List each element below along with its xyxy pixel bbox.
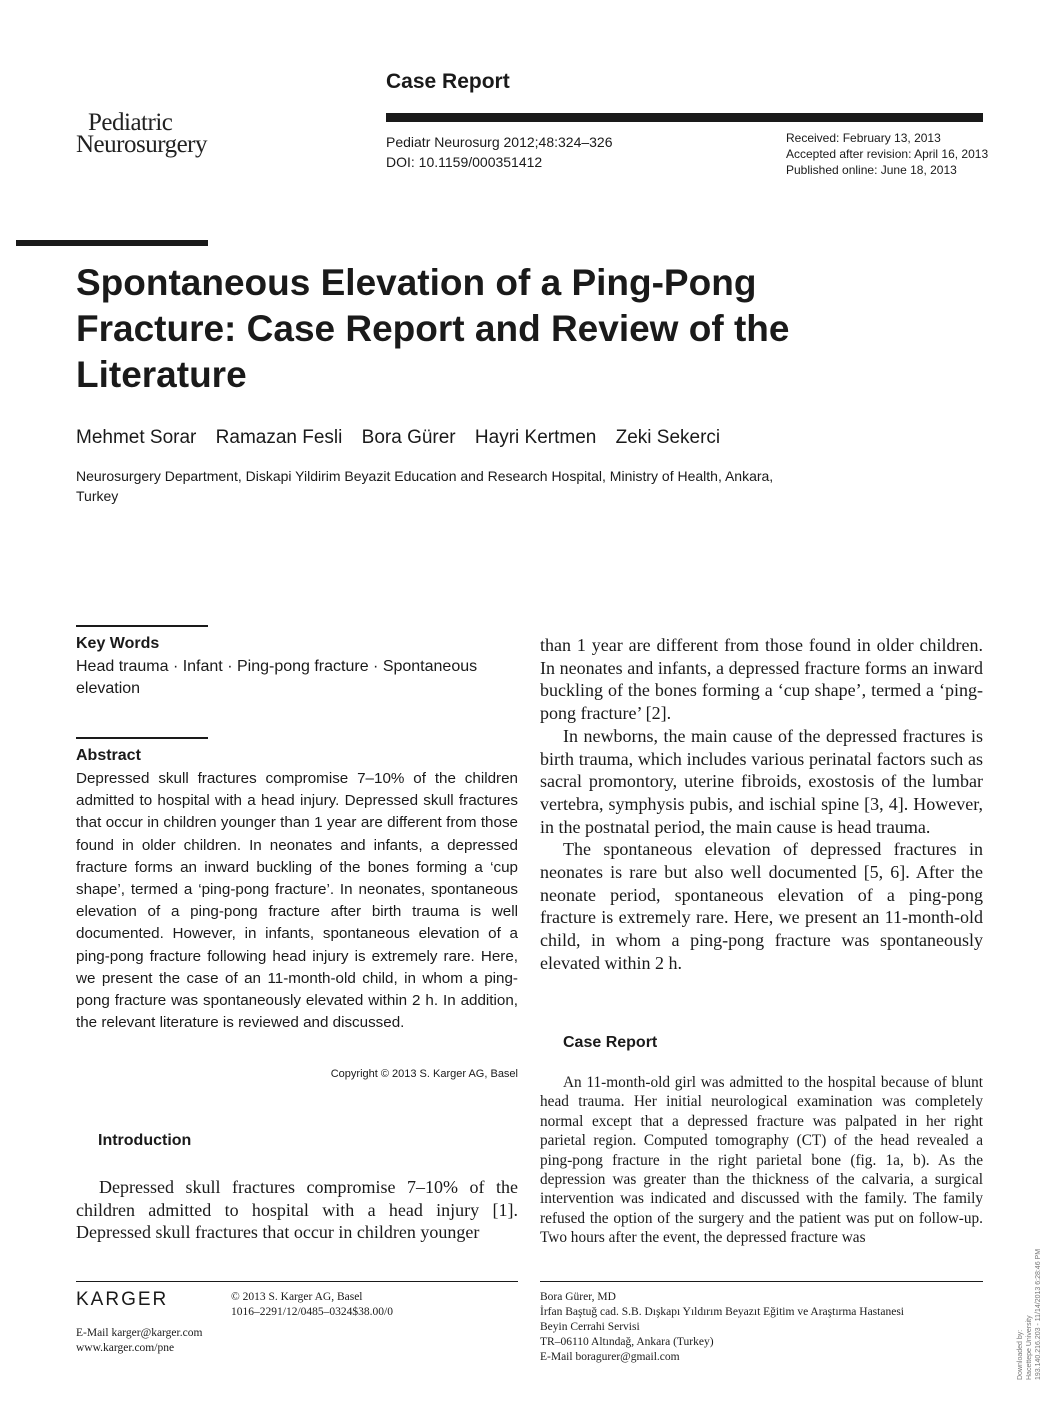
keywords-heading: Key Words bbox=[76, 635, 160, 652]
footer-email[interactable]: E-Mail karger@karger.com bbox=[76, 1327, 203, 1339]
download-line: Hacettepe University bbox=[1026, 1315, 1033, 1380]
accepted-date: Accepted after revision: April 16, 2013 bbox=[786, 147, 989, 161]
citation: Pediatr Neurosurg 2012;48:324–326 bbox=[386, 134, 613, 150]
footer-rule-left bbox=[76, 1281, 518, 1282]
case-report-heading: Case Report bbox=[563, 1034, 658, 1051]
abstract-heading: Abstract bbox=[76, 747, 141, 764]
dates-block bbox=[786, 130, 988, 178]
keywords-text: Head trauma · Infant · Ping-pong fracture · Spontaneous elevation bbox=[76, 658, 478, 697]
publisher-logo: KARGER bbox=[76, 1289, 169, 1310]
introduction-heading: Introduction bbox=[98, 1132, 192, 1149]
footer-copyright bbox=[231, 1290, 393, 1320]
intro-para2: In newborns, the main cause of the depressed fractures is birth trauma, which includes various perinatal factors such as sacral promontory, uterine fibroids, exostosis of the lumbar vertebra, symphysis pubis, and ischial spine [3, 4]. However, in the postnatal period, the main cause is head trauma. bbox=[540, 725, 983, 837]
intro-para1-cont: than 1 year are different from those found in older children. In neonates and infants, a depressed fracture forms an inward buckling of the bones forming a ‘cup shape’, termed a ‘ping-pong fracture’ [2]. bbox=[540, 635, 983, 724]
logo-line1: Pediatric bbox=[88, 109, 173, 136]
download-line: Downloaded by: bbox=[1017, 1329, 1024, 1380]
author: Zeki Sekerci bbox=[615, 427, 721, 448]
journal-logo bbox=[76, 109, 207, 158]
published-date: Published online: June 18, 2013 bbox=[786, 163, 957, 177]
introduction-continued bbox=[540, 634, 983, 975]
citation-block bbox=[386, 132, 613, 172]
author-list bbox=[76, 427, 734, 449]
abstract-text: Depressed skull fractures compromise 7–10% of the children admitted to hospital with a head injury. Depressed skull fractures that occur in children younger than 1 year are different from those found in older children. In neonates and infants, a depressed fracture forms an inward buckling of the bones forming a ‘cup shape’, termed a ‘ping-pong fracture’. In neonates, spontaneous elevation of a ping-pong fracture after birth trauma is well documented. However, in infants, spontaneous elevation of a ping-pong fracture following head injury is extremely rare. Here, we present the case of an 11-month-old child, in whom a ping-pong fracture was spontaneously elevated within 2 h. In addition, the relevant literature is reviewed and discussed. bbox=[76, 770, 518, 1032]
corr-name: Bora Gürer, MD bbox=[540, 1291, 616, 1303]
footer-contact bbox=[76, 1326, 202, 1356]
keywords-rule bbox=[76, 625, 208, 627]
footer-rule-right bbox=[540, 1281, 983, 1282]
correspondence bbox=[540, 1290, 904, 1365]
intro-para3: The spontaneous elevation of depressed fractures in neonates is rare but also well documented [5, 6]. After the neonate period, spontaneous elevation of a ping-pong fracture is extremely rare. Here, we present an 11-month-old child, in whom a ping-pong fracture was spontaneously elevated within 2 h. bbox=[540, 839, 983, 973]
article-title: Spontaneous Elevation of a Ping-Pong Fracture: Case Report and Review of the Literature bbox=[76, 262, 790, 395]
corr-address: Beyin Cerrahi Servisi bbox=[540, 1321, 640, 1333]
header-bar bbox=[386, 113, 983, 122]
doi[interactable]: DOI: 10.1159/000351412 bbox=[386, 154, 543, 170]
corr-email[interactable]: E-Mail boragurer@gmail.com bbox=[540, 1351, 680, 1363]
affiliation: Neurosurgery Department, Diskapi Yildirim Beyazit Education and Research Hospital, Ministry of Health, Ankara, Turkey bbox=[76, 468, 774, 504]
footer-copyright-line: © 2013 S. Karger AG, Basel bbox=[231, 1291, 363, 1303]
abstract-copyright: Copyright © 2013 S. Karger AG, Basel bbox=[330, 1068, 518, 1080]
logo-line2: Neurosurgery bbox=[76, 131, 207, 158]
received-date: Received: February 13, 2013 bbox=[786, 131, 941, 145]
footer-issn-line: 1016–2291/12/0485–0324$38.00/0 bbox=[231, 1306, 393, 1318]
corr-address: TR–06110 Altındağ, Ankara (Turkey) bbox=[540, 1336, 714, 1348]
case-report-text: An 11-month-old girl was admitted to the hospital because of blunt head trauma. Her initial neurological examination was completely normal except that a depressed fracture was palpated in her right parietal region. Computed tomography (CT) of the head revealed a ping-pong fracture in the right parietal bone (fig. 1a, b). As the depression was greater than the thickness of the calvaria, a surgical intervention was indicated and discussed with the family. The family refused the option of the surgery and the patient was put on follow-up. Two hours after the event, the depressed fracture was bbox=[540, 1074, 983, 1247]
title-rule bbox=[16, 240, 208, 246]
download-line: 193.140.216.203 - 11/14/2013 6:28:46 PM bbox=[1035, 1248, 1042, 1380]
author: Mehmet Sorar bbox=[76, 427, 197, 448]
abstract-rule bbox=[76, 737, 208, 739]
introduction-text: Depressed skull fractures compromise 7–10% of the children admitted to hospital with a head injury [1]. Depressed skull fractures that occur in children younger bbox=[76, 1177, 518, 1243]
corr-address: İrfan Baştuğ cad. S.B. Dışkapı Yıldırım Beyazıt Eğitim ve Araştırma Hastanesi bbox=[540, 1306, 904, 1318]
author: Bora Gürer bbox=[361, 427, 456, 448]
author: Ramazan Fesli bbox=[215, 427, 343, 448]
footer-website[interactable]: www.karger.com/pne bbox=[76, 1342, 175, 1354]
author: Hayri Kertmen bbox=[474, 427, 597, 448]
section-label: Case Report bbox=[386, 70, 510, 93]
download-stamp bbox=[1016, 1249, 1043, 1380]
